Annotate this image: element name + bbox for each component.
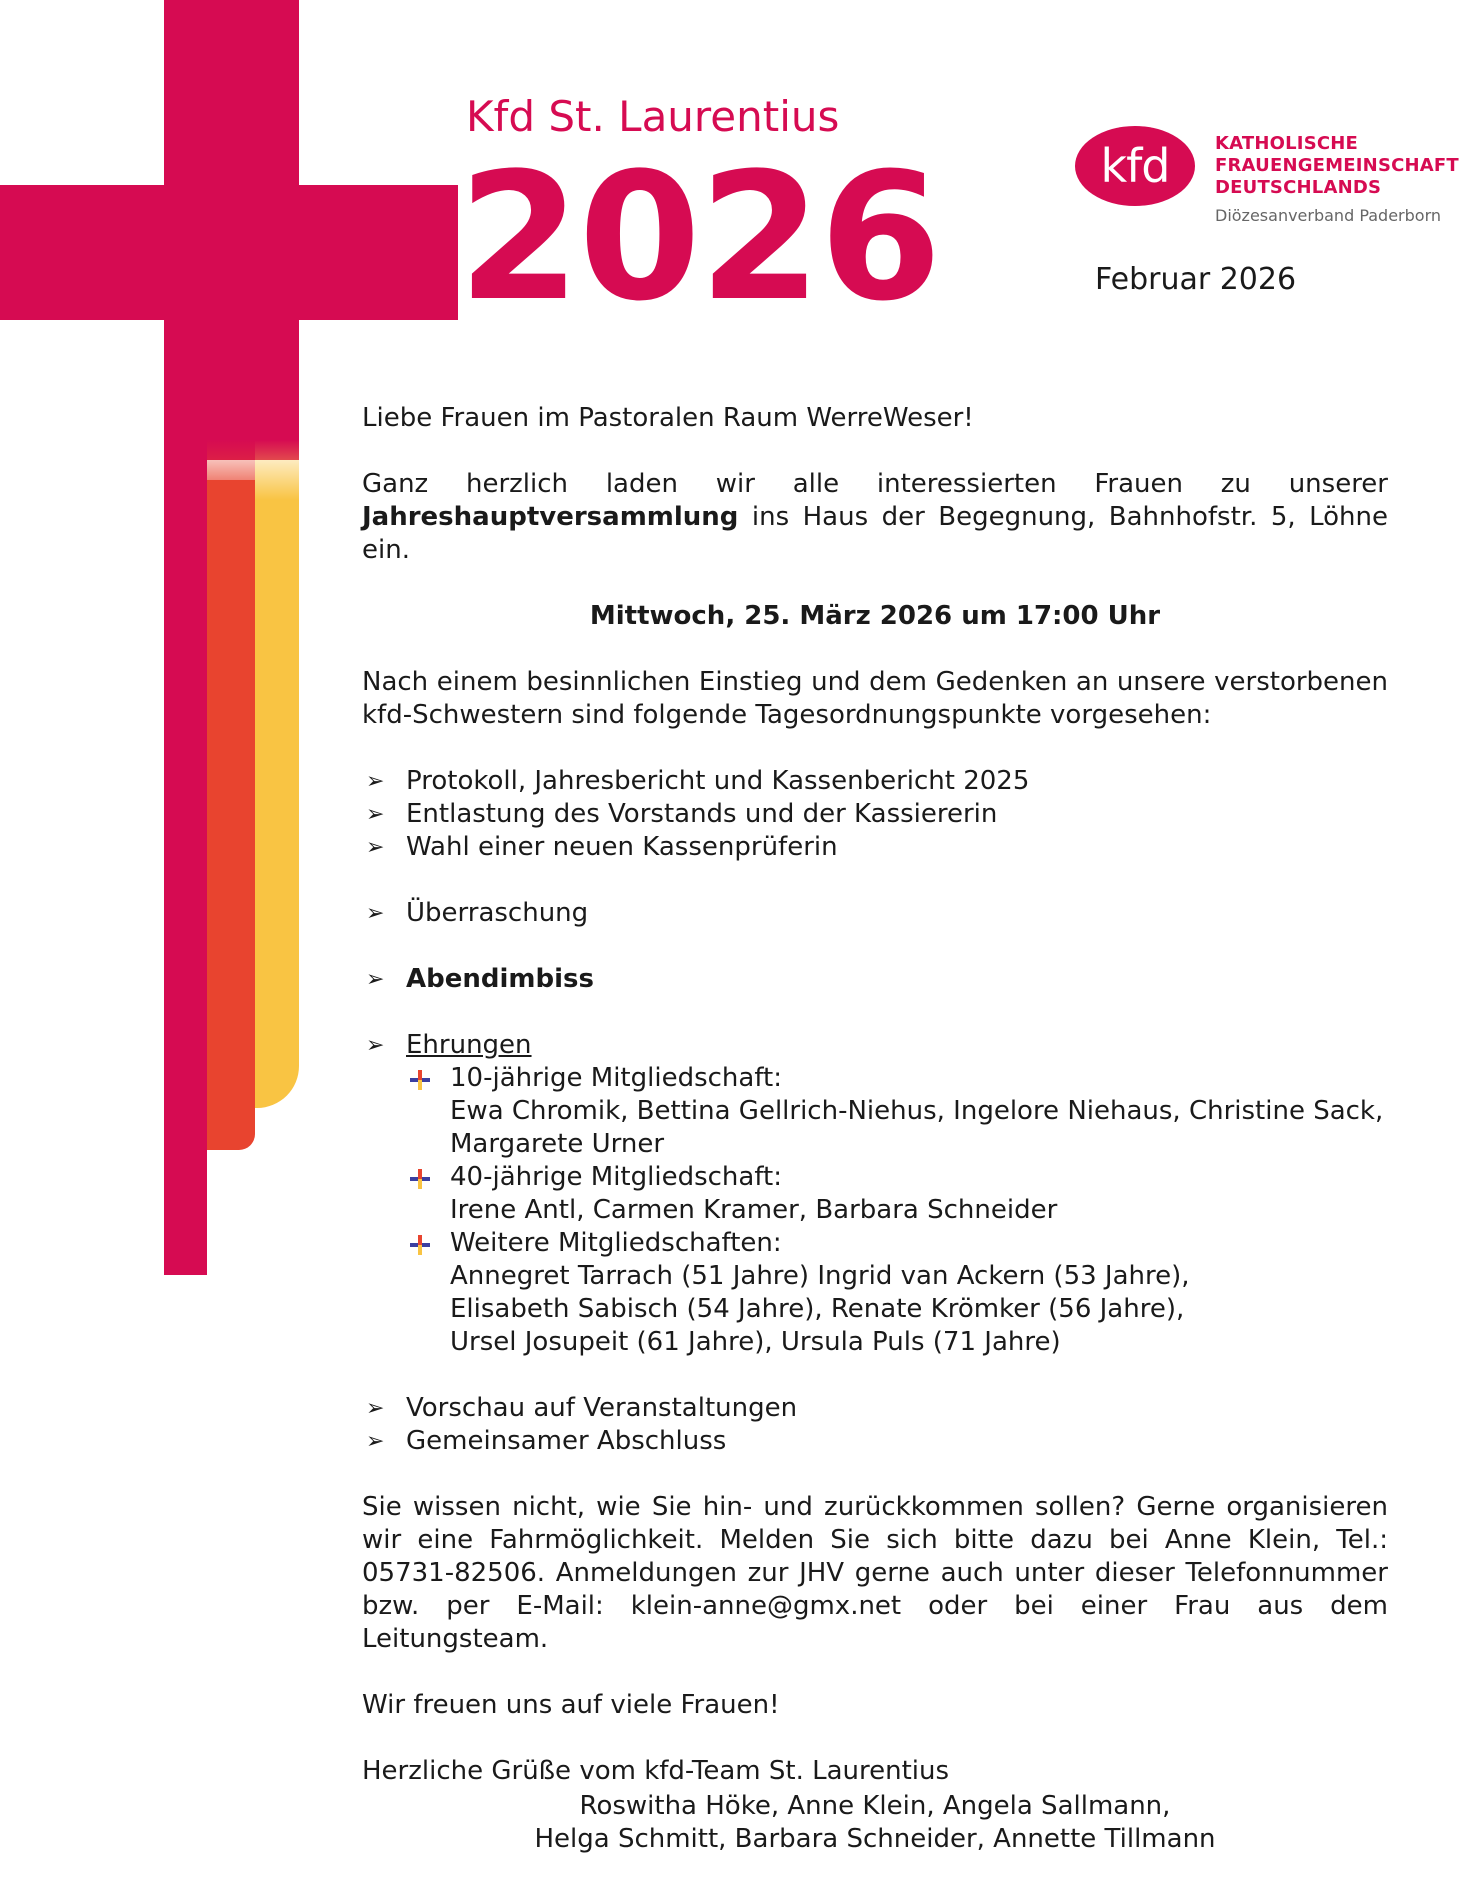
honors-list (406, 1062, 1388, 1359)
agenda-list (362, 765, 1388, 1458)
arrow-bullet-icon: ➢ (366, 835, 385, 860)
greeting: Liebe Frauen im Pastoralen Raum WerreWeser! (362, 403, 974, 433)
agenda-item (362, 1425, 1388, 1458)
honor-group-names-line: Ursel Josupeit (61 Jahre), Ursula Puls (71 Jahre) (450, 1327, 1061, 1357)
arrow-bullet-icon: ➢ (366, 967, 385, 992)
agenda-item-text: Abendimbiss (406, 964, 594, 994)
year-heading: 2026 (458, 135, 940, 340)
logo-text-line-3: DEUTSCHLANDS (1215, 177, 1382, 198)
agenda-item (362, 897, 1388, 930)
event-datetime: Mittwoch, 25. März 2026 um 17:00 Uhr (589, 601, 1161, 631)
org-title: Kfd St. Laurentius (466, 92, 840, 141)
agenda-item-text: Protokoll, Jahresbericht und Kassenbericht 2025 (406, 766, 1030, 796)
agenda-item-honors (362, 1029, 1388, 1359)
signatories (362, 1790, 1388, 1856)
invitation-text-post: ins Haus der Begegnung, Bahnhofstr. 5, Löhne ein. (362, 502, 1388, 565)
plus-bullet-icon (410, 1235, 430, 1255)
honor-group-names-line: Annegret Tarrach (51 Jahre) Ingrid van Ackern (53 Jahre), (450, 1261, 1190, 1291)
logo-subtitle: Diözesanverband Paderborn (1215, 206, 1442, 225)
honor-group-names: Irene Antl, Carmen Kramer, Barbara Schneider (450, 1195, 1058, 1225)
honor-group-title: Weitere Mitgliedschaften: (450, 1228, 782, 1258)
closing-line-2: Herzliche Grüße vom kfd-Team St. Laurentius (362, 1756, 950, 1786)
agenda-item-text: Ehrungen (406, 1030, 532, 1060)
arrow-bullet-icon: ➢ (366, 1429, 385, 1454)
signatories-line-1: Roswitha Höke, Anne Klein, Angela Sallmann, (579, 1791, 1171, 1821)
agenda-item-text: Entlastung des Vorstands und der Kassiererin (406, 799, 998, 829)
agenda-item-text: Wahl einer neuen Kassenprüferin (406, 832, 838, 862)
agenda-item-text: Vorschau auf Veranstaltungen (406, 1393, 798, 1423)
agenda-item-text: Überraschung (406, 898, 589, 928)
agenda-item (362, 1392, 1388, 1425)
honor-group-names: Ewa Chromik, Bettina Gellrich-Niehus, Ingelore Niehaus, Christine Sack, Margarete Urner (450, 1096, 1384, 1159)
invitation-paragraph (362, 468, 1388, 567)
cross-upright-left (164, 440, 207, 1275)
plus-bullet-icon (410, 1169, 430, 1189)
cross-orange-stripe (207, 480, 255, 1150)
honor-group (406, 1062, 1388, 1161)
honor-group-title: 10-jährige Mitgliedschaft: (450, 1063, 782, 1093)
logo-text-line-1: KATHOLISCHE (1215, 133, 1359, 154)
agenda-item (362, 798, 1388, 831)
arrow-bullet-icon: ➢ (366, 1033, 385, 1058)
honor-group (406, 1161, 1388, 1227)
agenda-item (362, 765, 1388, 798)
agenda-item (362, 963, 1388, 996)
invitation-event-name: Jahreshauptversammlung (362, 502, 739, 532)
kfd-logo-mark: kfd (1075, 126, 1195, 206)
agenda-item-text: Gemeinsamer Abschluss (406, 1426, 727, 1456)
arrow-bullet-icon: ➢ (366, 769, 385, 794)
transport-paragraph: Sie wissen nicht, wie Sie hin- und zurückkommen sollen? Gerne organisieren wir eine Fahrmöglichkeit. Melden Sie sich bitte dazu bei Anne Klein, Tel.: 05731-82506. Anmeldungen zur JHV gerne auch unter dieser Telefonnummer bzw. per E-Mail: klein-anne@gmx.net oder bei einer Frau aus dem Leitungsteam. (362, 1492, 1388, 1654)
arrow-bullet-icon: ➢ (366, 901, 385, 926)
honor-group-names-line: Elisabeth Sabisch (54 Jahre), Renate Krömker (56 Jahre), (450, 1294, 1185, 1324)
agenda-intro: Nach einem besinnlichen Einstieg und dem Gedenken an unsere verstorbenen kfd-Schwestern sind folgende Tagesordnungspunkte vorgesehen: (362, 667, 1388, 730)
plus-bullet-icon (410, 1070, 430, 1090)
arrow-bullet-icon: ➢ (366, 1396, 385, 1421)
cross-upright-top (164, 0, 299, 460)
letter-body (362, 402, 1388, 1788)
letter-date: Februar 2026 (1095, 262, 1297, 297)
closing-line-1: Wir freuen uns auf viele Frauen! (362, 1690, 780, 1720)
invitation-text-pre: Ganz herzlich laden wir alle interessierten Frauen zu unserer (362, 469, 1388, 499)
agenda-item (362, 831, 1388, 864)
cross-yellow-stripe (255, 440, 299, 1108)
honor-group-title: 40-jährige Mitgliedschaft: (450, 1162, 782, 1192)
signatories-line-2: Helga Schmitt, Barbara Schneider, Annette Tillmann (534, 1824, 1216, 1854)
logo-text-line-2: FRAUENGEMEINSCHAFT (1215, 155, 1459, 176)
honor-group (406, 1227, 1388, 1359)
arrow-bullet-icon: ➢ (366, 802, 385, 827)
